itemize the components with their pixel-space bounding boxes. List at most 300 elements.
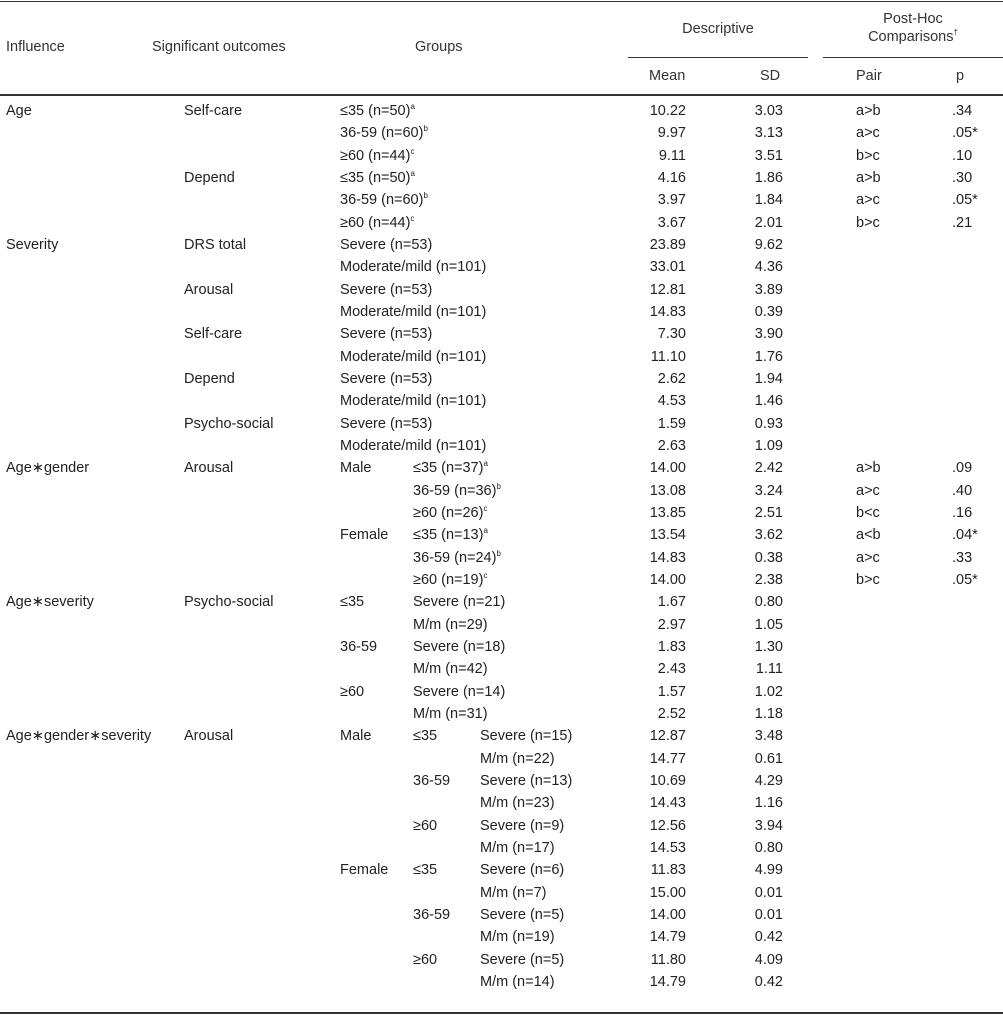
p-value-cell-text: .16: [952, 504, 973, 521]
sd-cell: [703, 884, 783, 902]
subgroup-cell-text: ≥60 (n=26): [413, 504, 484, 521]
p-value-cell-text: .34: [952, 103, 973, 119]
group-superscript: c: [410, 213, 415, 223]
subgroup-cell: [413, 549, 501, 567]
pair-cell: [856, 147, 880, 165]
bottom-rule: [0, 1012, 1003, 1014]
sd-cell: [703, 906, 783, 924]
outcome-cell-text: Self-care: [184, 103, 243, 119]
subgroup-cell-text: ≥60 (n=19): [413, 571, 484, 588]
outcome-cell: [184, 281, 233, 299]
outcome-cell-text: Depend: [184, 170, 235, 186]
outcome-cell-text: Arousal: [184, 281, 234, 298]
sd-cell-text: 2.38: [754, 571, 783, 588]
sd-cell: [703, 750, 783, 768]
mean-cell: [596, 727, 686, 745]
sd-cell-text: 3.48: [754, 728, 783, 745]
sd-cell: [703, 258, 783, 276]
sd-cell-text: 3.24: [754, 482, 783, 499]
sd-cell-text: 0.80: [754, 594, 783, 611]
group-cell: [340, 683, 364, 701]
header-mean: Mean: [649, 68, 686, 84]
group-superscript: b: [423, 124, 428, 134]
sd-cell-text: 3.94: [754, 817, 783, 834]
posthoc-rule: [823, 57, 1003, 58]
mean-cell-text: 3.97: [657, 192, 686, 209]
subgroup-cell: [413, 951, 437, 969]
mean-cell: [596, 482, 686, 500]
subgroup-cell-text: Severe (n=21): [413, 594, 506, 611]
mean-cell-text: 1.57: [657, 683, 686, 700]
mean-cell-text: 4.16: [657, 170, 686, 186]
pair-cell: [856, 482, 880, 500]
mean-cell-text: 14.00: [649, 460, 686, 477]
group-cell-text: Severe (n=53): [340, 281, 433, 298]
mean-cell-text: 7.30: [657, 326, 686, 343]
influence-cell-text: Age: [6, 103, 32, 119]
sd-cell: [703, 325, 783, 343]
subgroup-cell: [413, 772, 450, 790]
mean-cell: [596, 504, 686, 522]
p-value-cell-text: .21: [952, 214, 973, 231]
mean-cell: [596, 951, 686, 969]
header-influence: Influence: [6, 39, 65, 55]
pair-cell: [856, 191, 880, 209]
group-superscript: c: [410, 146, 415, 156]
mean-cell-text: 13.08: [649, 482, 686, 499]
sd-cell: [703, 459, 783, 477]
mean-cell-text: 2.97: [657, 616, 686, 633]
sd-cell-text: 1.05: [754, 616, 783, 633]
sd-cell: [703, 683, 783, 701]
subgroup-cell-text: M/m (n=42): [413, 661, 488, 678]
pair-cell-text: b>c: [856, 147, 880, 164]
p-value-cell: [952, 191, 978, 209]
mean-cell: [596, 973, 686, 991]
sd-cell-text: 1.09: [754, 437, 783, 454]
subgroup-cell-text: ≤35: [413, 862, 438, 879]
mean-cell: [596, 169, 686, 187]
sd-cell: [703, 236, 783, 254]
group-cell: [340, 124, 428, 142]
mean-cell-text: 9.97: [657, 125, 686, 142]
sd-cell: [703, 191, 783, 209]
p-value-cell-text: .10: [952, 147, 973, 164]
header-bottom-rule: [0, 94, 1003, 96]
outcome-cell: [184, 236, 246, 254]
group-cell-text: 36-59 (n=60): [340, 192, 424, 209]
subgroup-cell: [413, 616, 488, 634]
subsubgroup-cell-text: Severe (n=5): [480, 951, 565, 968]
sd-cell-text: 1.02: [754, 683, 783, 700]
mean-cell: [596, 660, 686, 678]
sd-cell-text: 0.42: [754, 973, 783, 990]
mean-cell-text: 14.00: [649, 571, 686, 588]
outcome-cell-text: DRS total: [184, 237, 247, 253]
group-cell: [340, 593, 364, 611]
group-cell: [340, 281, 432, 299]
sd-cell: [703, 638, 783, 656]
group-cell-text: Male: [340, 728, 372, 745]
sd-cell-text: 0.01: [754, 906, 783, 923]
group-superscript: b: [423, 191, 428, 201]
sd-cell-text: 4.99: [754, 862, 783, 879]
outcome-cell-text: Depend: [184, 371, 235, 387]
group-cell: [340, 169, 415, 187]
pair-cell: [856, 214, 880, 232]
subgroup-cell: [413, 526, 488, 544]
outcome-cell-text: Self-care: [184, 326, 243, 343]
mean-cell-text: 14.83: [649, 304, 686, 320]
group-cell-text: ≥60 (n=44): [340, 147, 411, 164]
sd-cell-text: 9.62: [754, 237, 783, 253]
group-cell-text: 36-59: [340, 638, 378, 655]
sd-cell: [703, 281, 783, 299]
group-cell-text: Severe (n=53): [340, 326, 433, 343]
influence-cell: [6, 727, 151, 745]
group-cell-text: Male: [340, 460, 372, 477]
subgroup-cell: [413, 571, 487, 589]
mean-cell: [596, 303, 686, 321]
mean-cell: [596, 683, 686, 701]
p-value-cell: [952, 102, 972, 120]
subsubgroup-cell-text: M/m (n=7): [480, 884, 547, 901]
mean-cell-text: 13.85: [649, 504, 686, 521]
p-value-cell: [952, 526, 978, 544]
sd-cell: [703, 437, 783, 455]
pair-cell: [856, 504, 880, 522]
mean-cell: [596, 459, 686, 477]
mean-cell: [596, 370, 686, 388]
sd-cell-text: 3.90: [754, 326, 783, 343]
subsubgroup-cell-text: Severe (n=9): [480, 817, 565, 834]
sd-cell-text: 1.84: [754, 192, 783, 209]
pair-cell-text: a>c: [856, 482, 880, 499]
group-superscript: b: [496, 481, 501, 491]
sd-cell-text: 3.62: [754, 527, 783, 544]
mean-cell: [596, 616, 686, 634]
sd-cell-text: 2.51: [754, 504, 783, 521]
mean-cell-text: 12.56: [649, 817, 686, 834]
subgroup-cell-text: M/m (n=29): [413, 616, 488, 633]
sd-cell-text: 2.42: [754, 460, 783, 477]
p-value-cell: [952, 459, 972, 477]
group-cell-text: Moderate/mild (n=101): [340, 348, 487, 365]
group-superscript: a: [410, 102, 415, 111]
mean-cell: [596, 392, 686, 410]
group-cell-text: Female: [340, 862, 389, 879]
sd-cell: [703, 772, 783, 790]
sd-cell: [703, 705, 783, 723]
p-value-cell-text: .05*: [952, 192, 978, 209]
influence-cell-text: Severity: [6, 237, 59, 253]
sd-cell: [703, 928, 783, 946]
mean-cell-text: 3.67: [657, 214, 686, 231]
pair-cell-text: a>b: [856, 170, 881, 186]
subsubgroup-cell-text: Severe (n=13): [480, 772, 573, 789]
subgroup-cell-text: M/m (n=31): [413, 705, 488, 722]
group-cell: [340, 861, 388, 879]
subgroup-cell: [413, 660, 488, 678]
group-cell: [340, 459, 371, 477]
subsubgroup-cell: [480, 750, 555, 768]
top-rule: [0, 1, 1003, 2]
mean-cell: [596, 526, 686, 544]
subgroup-cell: [413, 482, 501, 500]
posthoc-comparisons-text: Comparisons: [868, 29, 954, 45]
mean-cell: [596, 571, 686, 589]
header-groups: Groups: [415, 39, 463, 55]
mean-cell: [596, 415, 686, 433]
outcome-cell: [184, 727, 233, 745]
group-cell: [340, 437, 486, 455]
influence-cell: [6, 102, 32, 120]
pair-cell-text: a>b: [856, 103, 881, 119]
influence-cell-text: Age∗severity: [6, 594, 94, 611]
mean-cell-text: 14.77: [649, 750, 686, 767]
p-value-cell: [952, 147, 972, 165]
pair-cell-text: a>c: [856, 192, 880, 209]
outcome-cell: [184, 325, 242, 343]
pair-cell: [856, 124, 880, 142]
outcome-cell: [184, 459, 233, 477]
p-value-cell: [952, 214, 972, 232]
outcome-cell-text: Arousal: [184, 728, 234, 745]
influence-cell-text: Age∗gender: [6, 460, 90, 477]
subsubgroup-cell: [480, 906, 564, 924]
mean-cell-text: 9.11: [658, 147, 686, 164]
sd-cell: [703, 102, 783, 120]
mean-cell-text: 10.69: [649, 772, 686, 789]
mean-cell: [596, 906, 686, 924]
mean-cell-text: 10.22: [649, 103, 686, 119]
mean-cell-text: 12.81: [649, 281, 686, 298]
header-descriptive: Descriptive: [682, 21, 754, 37]
group-cell-text: ≤35 (n=50): [340, 170, 411, 186]
header-posthoc-line1: Post-Hoc: [883, 11, 943, 27]
sd-cell-text: 1.18: [754, 705, 783, 722]
sd-cell-text: 3.03: [754, 103, 783, 119]
mean-cell: [596, 884, 686, 902]
subsubgroup-cell-text: Severe (n=6): [480, 862, 565, 879]
mean-cell-text: 14.00: [649, 906, 686, 923]
group-cell: [340, 191, 428, 209]
group-cell-text: Severe (n=53): [340, 371, 433, 387]
sd-cell-text: 3.13: [754, 125, 783, 142]
sd-cell: [703, 147, 783, 165]
mean-cell-text: 11.10: [650, 348, 686, 365]
sd-cell-text: 1.11: [755, 661, 783, 678]
outcome-cell: [184, 370, 235, 388]
mean-cell-text: 4.53: [657, 393, 686, 410]
sd-cell: [703, 727, 783, 745]
sd-cell-text: 1.16: [754, 795, 783, 812]
subgroup-cell: [413, 683, 505, 701]
pair-cell: [856, 549, 880, 567]
mean-cell-text: 14.43: [649, 795, 686, 812]
group-superscript: b: [496, 548, 501, 558]
subgroup-cell-text: 36-59: [413, 906, 451, 923]
subgroup-cell-text: ≤35 (n=37): [413, 460, 484, 477]
subgroup-cell: [413, 817, 437, 835]
subsubgroup-cell-text: M/m (n=17): [480, 839, 555, 856]
mean-cell: [596, 437, 686, 455]
subgroup-cell-text: Severe (n=18): [413, 638, 506, 655]
sd-cell-text: 0.38: [754, 549, 783, 566]
group-cell-text: ≥60: [340, 683, 365, 700]
group-cell: [340, 303, 486, 321]
group-cell: [340, 325, 432, 343]
influence-cell: [6, 459, 89, 477]
influence-cell: [6, 593, 94, 611]
subgroup-cell-text: ≥60: [413, 951, 438, 968]
pair-cell: [856, 571, 880, 589]
mean-cell-text: 11.80: [650, 951, 686, 968]
subsubgroup-cell: [480, 928, 555, 946]
dagger-mark: †: [953, 28, 958, 37]
subgroup-cell: [413, 705, 488, 723]
group-cell-text: ≤35 (n=50): [340, 103, 411, 119]
mean-cell: [596, 281, 686, 299]
mean-cell: [596, 214, 686, 232]
sd-cell-text: 0.80: [754, 839, 783, 856]
mean-cell-text: 14.83: [649, 549, 686, 566]
header-pair: Pair: [856, 68, 882, 84]
pair-cell-text: b>c: [856, 214, 880, 231]
subgroup-cell-text: Severe (n=14): [413, 683, 506, 700]
sd-cell-text: 1.86: [754, 170, 783, 186]
mean-cell: [596, 325, 686, 343]
group-cell-text: 36-59 (n=60): [340, 125, 424, 142]
pair-cell: [856, 169, 881, 187]
pair-cell-text: b<c: [856, 504, 880, 521]
subsubgroup-cell-text: M/m (n=22): [480, 750, 555, 767]
mean-cell-text: 12.87: [649, 728, 686, 745]
subsubgroup-cell-text: Severe (n=15): [480, 728, 573, 745]
group-cell: [340, 638, 377, 656]
subsubgroup-cell-text: M/m (n=14): [480, 973, 555, 990]
p-value-cell: [952, 571, 978, 589]
subsubgroup-cell: [480, 839, 555, 857]
group-cell: [340, 258, 486, 276]
subgroup-cell-text: 36-59 (n=24): [413, 549, 497, 566]
pair-cell-text: a>b: [856, 460, 881, 477]
mean-cell: [596, 861, 686, 879]
header-p: p: [956, 68, 965, 84]
mean-cell-text: 14.53: [649, 839, 686, 856]
mean-cell-text: 2.43: [657, 661, 686, 678]
mean-cell: [596, 236, 686, 254]
subgroup-cell-text: 36-59: [413, 772, 451, 789]
mean-cell: [596, 258, 686, 276]
subgroup-cell: [413, 504, 487, 522]
sd-cell: [703, 817, 783, 835]
sd-cell: [703, 303, 783, 321]
subgroup-cell: [413, 727, 437, 745]
outcome-cell-text: Psycho-social: [184, 415, 274, 432]
sd-cell-text: 1.94: [754, 371, 783, 387]
mean-cell-text: 1.59: [657, 415, 686, 432]
p-value-cell: [952, 549, 972, 567]
subsubgroup-cell-text: Severe (n=5): [480, 906, 565, 923]
sd-cell-text: 0.42: [754, 929, 783, 946]
pair-cell-text: a>c: [856, 549, 880, 566]
sd-cell: [703, 370, 783, 388]
subgroup-cell: [413, 459, 488, 477]
sd-cell-text: 1.76: [754, 348, 783, 365]
group-cell: [340, 370, 432, 388]
sd-cell-text: 4.29: [754, 772, 783, 789]
mean-cell-text: 14.79: [649, 929, 686, 946]
group-cell: [340, 147, 414, 165]
sd-cell-text: 4.36: [754, 259, 783, 276]
sd-cell-text: 2.01: [754, 214, 783, 231]
sd-cell: [703, 526, 783, 544]
mean-cell-text: 2.62: [657, 371, 686, 387]
sd-cell-text: 3.51: [754, 147, 783, 164]
pair-cell: [856, 459, 881, 477]
group-cell: [340, 214, 414, 232]
outcome-cell: [184, 102, 242, 120]
mean-cell: [596, 593, 686, 611]
group-cell-text: Severe (n=53): [340, 415, 433, 432]
group-superscript: a: [483, 526, 488, 536]
mean-cell: [596, 348, 686, 366]
subsubgroup-cell: [480, 772, 572, 790]
p-value-cell: [952, 124, 978, 142]
p-value-cell-text: .05*: [952, 125, 978, 142]
subgroup-cell-text: ≥60: [413, 817, 438, 834]
group-cell: [340, 526, 388, 544]
sd-cell-text: 0.93: [754, 415, 783, 432]
sd-cell: [703, 482, 783, 500]
sd-cell: [703, 973, 783, 991]
sd-cell: [703, 504, 783, 522]
p-value-cell-text: .40: [952, 482, 973, 499]
group-cell: [340, 236, 432, 254]
sd-cell-text: 0.39: [754, 304, 783, 320]
outcome-cell-text: Arousal: [184, 460, 234, 477]
p-value-cell: [952, 169, 972, 187]
subgroup-cell: [413, 638, 505, 656]
mean-cell: [596, 191, 686, 209]
mean-cell: [596, 102, 686, 120]
subgroup-cell: [413, 906, 450, 924]
pair-cell: [856, 526, 881, 544]
mean-cell: [596, 147, 686, 165]
subsubgroup-cell: [480, 884, 546, 902]
mean-cell: [596, 705, 686, 723]
descriptive-rule: [628, 57, 808, 58]
mean-cell: [596, 817, 686, 835]
group-cell: [340, 348, 486, 366]
mean-cell: [596, 549, 686, 567]
group-cell: [340, 102, 415, 120]
group-cell-text: ≥60 (n=44): [340, 214, 411, 231]
mean-cell-text: 11.83: [650, 862, 686, 879]
sd-cell: [703, 392, 783, 410]
mean-cell-text: 1.83: [657, 638, 686, 655]
sd-cell: [703, 794, 783, 812]
mean-cell-text: 23.89: [649, 237, 686, 253]
group-cell-text: Female: [340, 527, 389, 544]
influence-cell: [6, 236, 58, 254]
group-cell: [340, 727, 371, 745]
subgroup-cell-text: 36-59 (n=36): [413, 482, 497, 499]
p-value-cell-text: .04*: [952, 527, 978, 544]
mean-cell: [596, 794, 686, 812]
subsubgroup-cell-text: M/m (n=23): [480, 795, 555, 812]
